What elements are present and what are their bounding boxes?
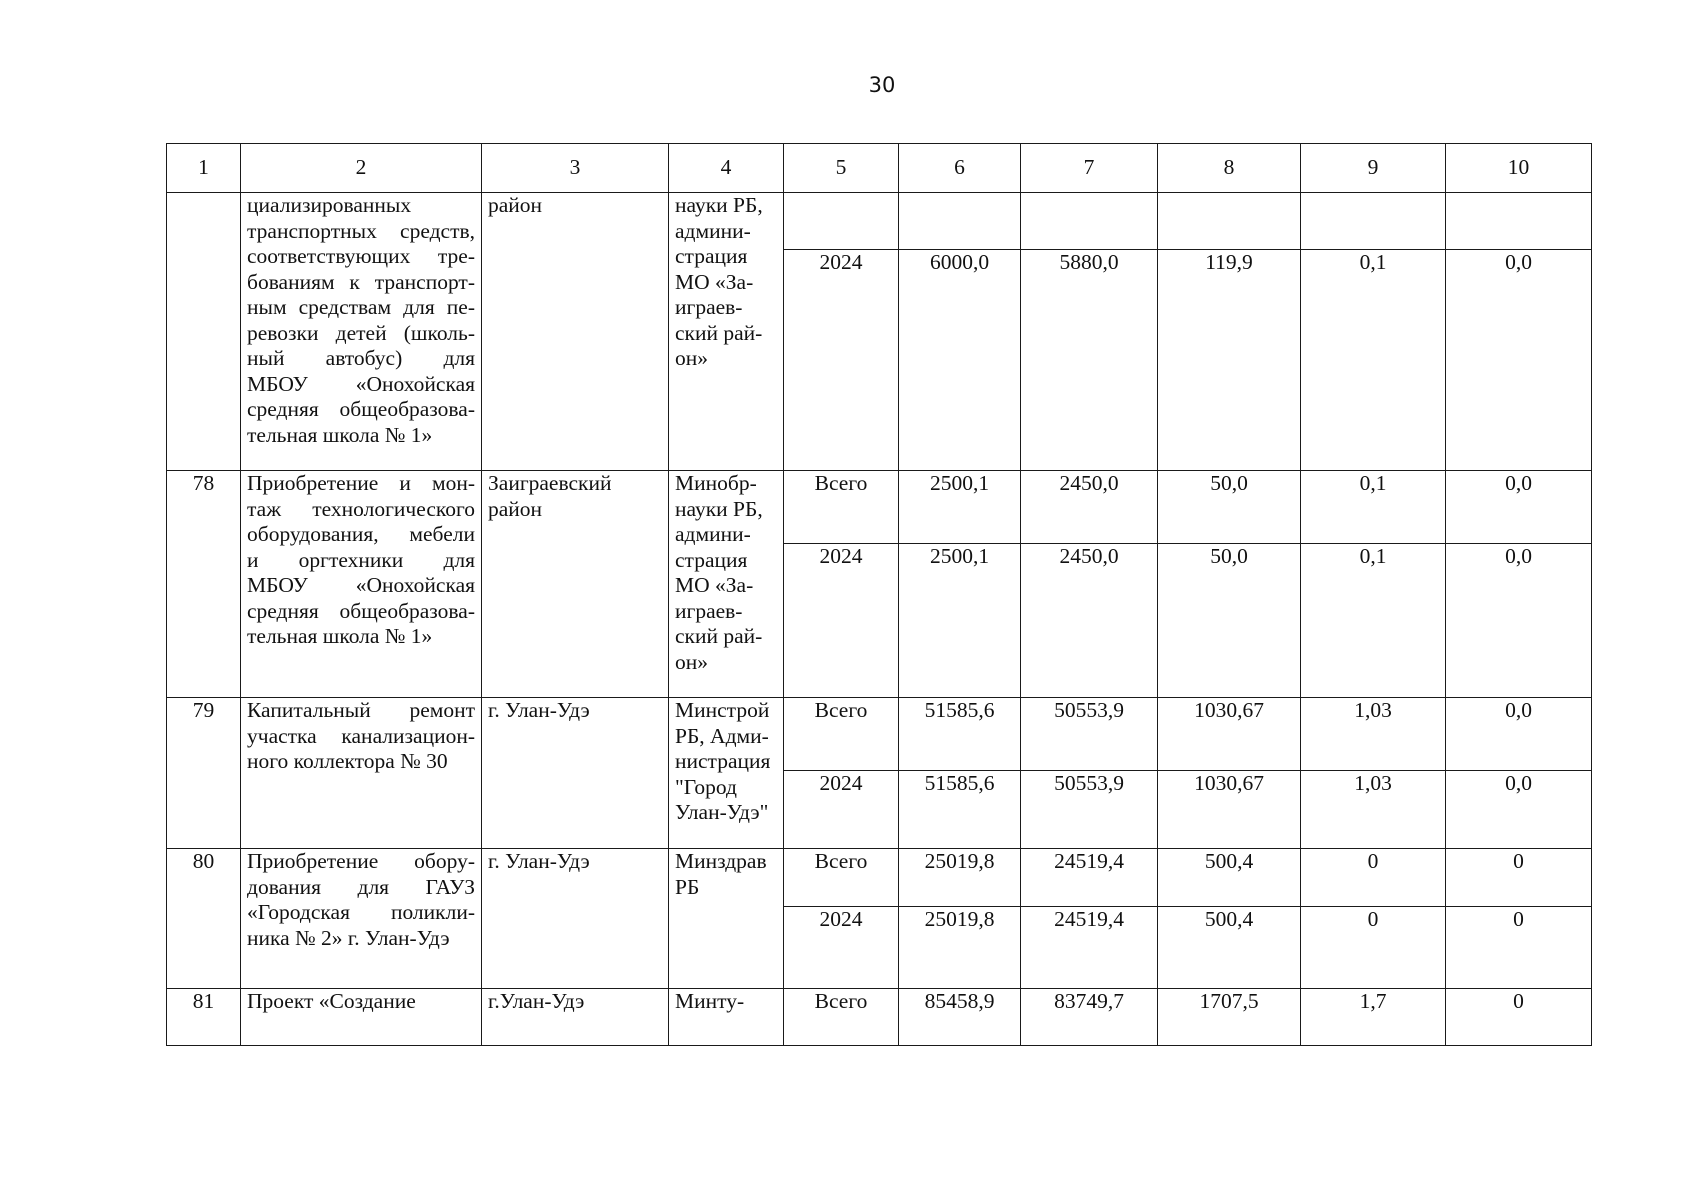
cell-line: г. Улан-Удэ — [488, 849, 590, 873]
amount-cell: 0,1 — [1301, 250, 1446, 471]
amount-cell: 0 — [1301, 849, 1446, 907]
amount-cell: 0,0 — [1446, 471, 1592, 544]
activity-title-cell — [241, 698, 482, 849]
amount-cell: 500,4 — [1158, 849, 1301, 907]
amount-cell: 2450,0 — [1021, 471, 1158, 544]
amount-cell: 0 — [1446, 989, 1592, 1046]
amount-cell — [1446, 193, 1592, 250]
header-cell: 8 — [1158, 144, 1301, 193]
cell-line: дования для ГАУЗ — [247, 874, 475, 899]
cell-line: ский рай- — [675, 320, 763, 345]
header-cell: 7 — [1021, 144, 1158, 193]
amount-cell: 83749,7 — [1021, 989, 1158, 1046]
header-cell: 3 — [482, 144, 669, 193]
territory-cell — [482, 471, 669, 698]
cell-line: тельная школа № 1» — [247, 422, 433, 447]
amount-cell: 25019,8 — [899, 907, 1021, 989]
executor-cell — [669, 471, 784, 698]
cell-line: оборудования, мебели — [247, 522, 475, 546]
cell-line: науки РБ, — [675, 193, 763, 217]
amount-cell — [1021, 193, 1158, 250]
cell-line: Минобр- — [675, 471, 757, 495]
cell-line: таж технологического — [247, 496, 475, 521]
amount-cell: 51585,6 — [899, 698, 1021, 771]
cell-line: Приобретение обору- — [247, 849, 475, 873]
amount-cell: 1,7 — [1301, 989, 1446, 1046]
amount-cell: 85458,9 — [899, 989, 1021, 1046]
amount-cell — [1158, 193, 1301, 250]
cell-line: админи- — [675, 218, 751, 243]
cell-line: г.Улан-Удэ — [488, 989, 585, 1013]
cell-line: ревозки детей (школь- — [247, 320, 475, 345]
amount-cell: 0 — [1446, 849, 1592, 907]
header-cell: 9 — [1301, 144, 1446, 193]
cell-line: Улан-Удэ" — [675, 800, 769, 824]
amount-cell: 50,0 — [1158, 544, 1301, 698]
year-cell: Всего — [784, 698, 899, 771]
amount-cell: 51585,6 — [899, 771, 1021, 849]
territory-cell — [482, 989, 669, 1046]
header-cell: 4 — [669, 144, 784, 193]
cell-line: страция — [675, 244, 748, 268]
year-cell — [784, 193, 899, 250]
cell-line: он» — [675, 346, 709, 370]
cell-line: соответствующих тре- — [247, 244, 475, 268]
territory-cell — [482, 849, 669, 989]
cell-line: страция — [675, 547, 748, 572]
cell-line: играев- — [675, 598, 743, 623]
cell-line: средняя общеобразова- — [247, 397, 475, 421]
amount-cell: 0,0 — [1446, 698, 1592, 771]
header-cell: 1 — [167, 144, 241, 193]
amount-cell: 0,1 — [1301, 471, 1446, 544]
cell-line: тельная школа № 1» — [247, 624, 433, 648]
year-cell: Всего — [784, 989, 899, 1046]
amount-cell: 2500,1 — [899, 544, 1021, 698]
amount-cell: 0,0 — [1446, 250, 1592, 471]
territory-cell — [482, 193, 669, 471]
year-cell: 2024 — [784, 250, 899, 471]
cell-line: средняя общеобразова- — [247, 598, 475, 623]
row-number-cell: 78 — [167, 471, 241, 698]
cell-line: район — [488, 193, 543, 217]
page-number: 30 — [868, 73, 896, 97]
header-cell: 6 — [899, 144, 1021, 193]
cell-line: участка канализацион- — [247, 723, 475, 748]
year-cell: Всего — [784, 849, 899, 907]
amount-cell: 119,9 — [1158, 250, 1301, 471]
amount-cell: 50553,9 — [1021, 698, 1158, 771]
cell-line: Минздрав — [675, 849, 767, 873]
cell-line: нистрация — [675, 749, 771, 773]
table-row — [167, 989, 1592, 1046]
cell-line: «Городская поликли- — [247, 900, 475, 924]
cell-line: ника № 2» г. Улан-Удэ — [247, 925, 450, 950]
year-cell: 2024 — [784, 771, 899, 849]
executor-cell — [669, 193, 784, 471]
activity-title-cell — [241, 989, 482, 1046]
cell-line: г. Улан-Удэ — [488, 698, 590, 722]
amount-cell: 1030,67 — [1158, 698, 1301, 771]
cell-line: Заиграевский — [488, 471, 612, 495]
activity-title-cell — [241, 193, 482, 471]
executor-cell — [669, 849, 784, 989]
header-cell: 10 — [1446, 144, 1592, 193]
cell-line: МБОУ «Онохойская — [247, 371, 475, 396]
table-body — [167, 144, 1592, 1046]
activity-title-cell — [241, 471, 482, 698]
column-number-header-row — [167, 144, 1592, 193]
amount-cell: 24519,4 — [1021, 907, 1158, 989]
cell-line: МО «За- — [675, 269, 754, 294]
cell-line: ного коллектора № 30 — [247, 749, 448, 773]
cell-line: админи- — [675, 522, 751, 546]
amount-cell: 2500,1 — [899, 471, 1021, 544]
cell-line: он» — [675, 649, 709, 674]
amount-cell: 24519,4 — [1021, 849, 1158, 907]
amount-cell: 0 — [1301, 907, 1446, 989]
cell-line: транспортных средств, — [247, 218, 475, 243]
cell-line: ский рай- — [675, 624, 763, 648]
table-row — [167, 698, 1592, 771]
row-number-cell: 79 — [167, 698, 241, 849]
amount-cell: 50553,9 — [1021, 771, 1158, 849]
territory-cell — [482, 698, 669, 849]
cell-line: ным средствам для пе- — [247, 295, 475, 319]
cell-line: Приобретение и мон- — [247, 471, 475, 495]
executor-cell — [669, 698, 784, 849]
amount-cell: 2450,0 — [1021, 544, 1158, 698]
cell-line: РБ, Адми- — [675, 723, 769, 748]
cell-line: Проект «Создание — [247, 989, 416, 1013]
amount-cell: 1707,5 — [1158, 989, 1301, 1046]
table-row — [167, 193, 1592, 250]
header-cell: 2 — [241, 144, 482, 193]
row-number-cell: 80 — [167, 849, 241, 989]
cell-line: науки РБ, — [675, 496, 763, 521]
table-row — [167, 471, 1592, 544]
header-cell: 5 — [784, 144, 899, 193]
amount-cell: 0,1 — [1301, 544, 1446, 698]
amount-cell: 5880,0 — [1021, 250, 1158, 471]
cell-line: Минстрой — [675, 698, 770, 722]
cell-line: бованиям к транспорт- — [247, 269, 475, 294]
activity-title-cell — [241, 849, 482, 989]
cell-line: МБОУ «Онохойская — [247, 573, 475, 597]
cell-line: ный автобус) для — [247, 346, 475, 370]
cell-line: район — [488, 496, 543, 521]
amount-cell: 25019,8 — [899, 849, 1021, 907]
cell-line: и оргтехники для — [247, 547, 475, 572]
table-row — [167, 849, 1592, 907]
year-cell: 2024 — [784, 907, 899, 989]
executor-cell — [669, 989, 784, 1046]
cell-line: "Город — [675, 774, 737, 799]
amount-cell: 1030,67 — [1158, 771, 1301, 849]
amount-cell — [1301, 193, 1446, 250]
cell-line: играев- — [675, 295, 743, 319]
cell-line: циализированных — [247, 193, 412, 217]
year-cell: Всего — [784, 471, 899, 544]
amount-cell: 0,0 — [1446, 771, 1592, 849]
amount-cell: 0 — [1446, 907, 1592, 989]
year-cell: 2024 — [784, 544, 899, 698]
program-table — [166, 143, 1592, 1046]
row-number-cell — [167, 193, 241, 471]
row-number-cell: 81 — [167, 989, 241, 1046]
amount-cell: 1,03 — [1301, 698, 1446, 771]
cell-line: МО «За- — [675, 573, 754, 597]
cell-line: Минту- — [675, 989, 745, 1013]
amount-cell: 1,03 — [1301, 771, 1446, 849]
cell-line: РБ — [675, 874, 700, 899]
amount-cell — [899, 193, 1021, 250]
amount-cell: 0,0 — [1446, 544, 1592, 698]
amount-cell: 6000,0 — [899, 250, 1021, 471]
amount-cell: 50,0 — [1158, 471, 1301, 544]
cell-line: Капитальный ремонт — [247, 698, 475, 722]
amount-cell: 500,4 — [1158, 907, 1301, 989]
